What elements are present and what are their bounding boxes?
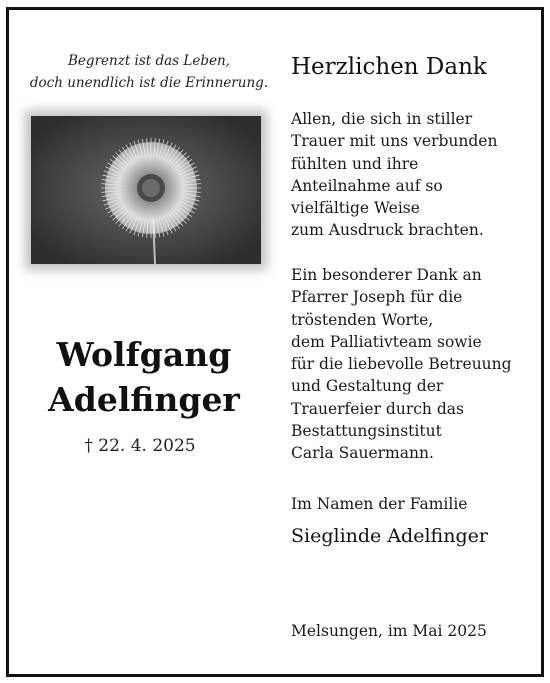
motto-line-1: Begrenzt ist das Leben, xyxy=(68,53,230,69)
paragraph2-line: Pfarrer Joseph für die xyxy=(291,288,463,307)
thanks-heading: Herzlichen Dank xyxy=(291,54,487,80)
motto xyxy=(19,50,279,94)
dandelion-photo xyxy=(31,116,261,264)
paragraph2-line: Carla Sauermann. xyxy=(291,444,434,463)
motto-line-2: doch unendlich ist die Erinnerung. xyxy=(29,75,269,91)
paragraph1-line: zum Ausdruck brachten. xyxy=(291,221,484,240)
family-name: Sieglinde Adelfinger xyxy=(291,525,488,547)
dandelion-icon xyxy=(31,116,261,264)
paragraph1-line: Trauer mit uns verbunden xyxy=(291,132,498,151)
paragraph2-line: für die liebevolle Betreuung xyxy=(291,355,512,374)
last-name: Adelfinger xyxy=(48,380,240,419)
death-date: † 22. 4. 2025 xyxy=(84,436,196,456)
obituary-frame xyxy=(6,7,544,677)
family-label: Im Namen der Familie xyxy=(291,495,468,513)
paragraph2-line: Bestattungsinstitut xyxy=(291,422,442,441)
paragraph2-line: dem Palliativteam sowie xyxy=(291,332,482,351)
paragraph1-line: Allen, die sich in stiller xyxy=(291,110,473,128)
paragraph2-line: Trauerfeier durch das xyxy=(291,399,464,418)
right-column xyxy=(291,10,541,674)
place-date: Melsungen, im Mai 2025 xyxy=(291,622,487,640)
paragraph2-line: und Gestaltung der xyxy=(291,377,444,396)
paragraph1-line: vielfältige Weise xyxy=(291,199,420,218)
first-name: Wolfgang xyxy=(56,335,232,374)
paragraph1-line: fühlten und ihre xyxy=(291,154,419,173)
paragraph2-line: tröstenden Worte, xyxy=(291,310,434,329)
deceased-name xyxy=(9,332,279,422)
thanks-paragraph-2 xyxy=(291,264,512,465)
paragraph2-line: Ein besonderer Dank an xyxy=(291,266,482,284)
thanks-paragraph-1 xyxy=(291,108,497,242)
left-column xyxy=(9,10,279,674)
paragraph1-line: Anteilnahme auf so xyxy=(291,176,443,195)
